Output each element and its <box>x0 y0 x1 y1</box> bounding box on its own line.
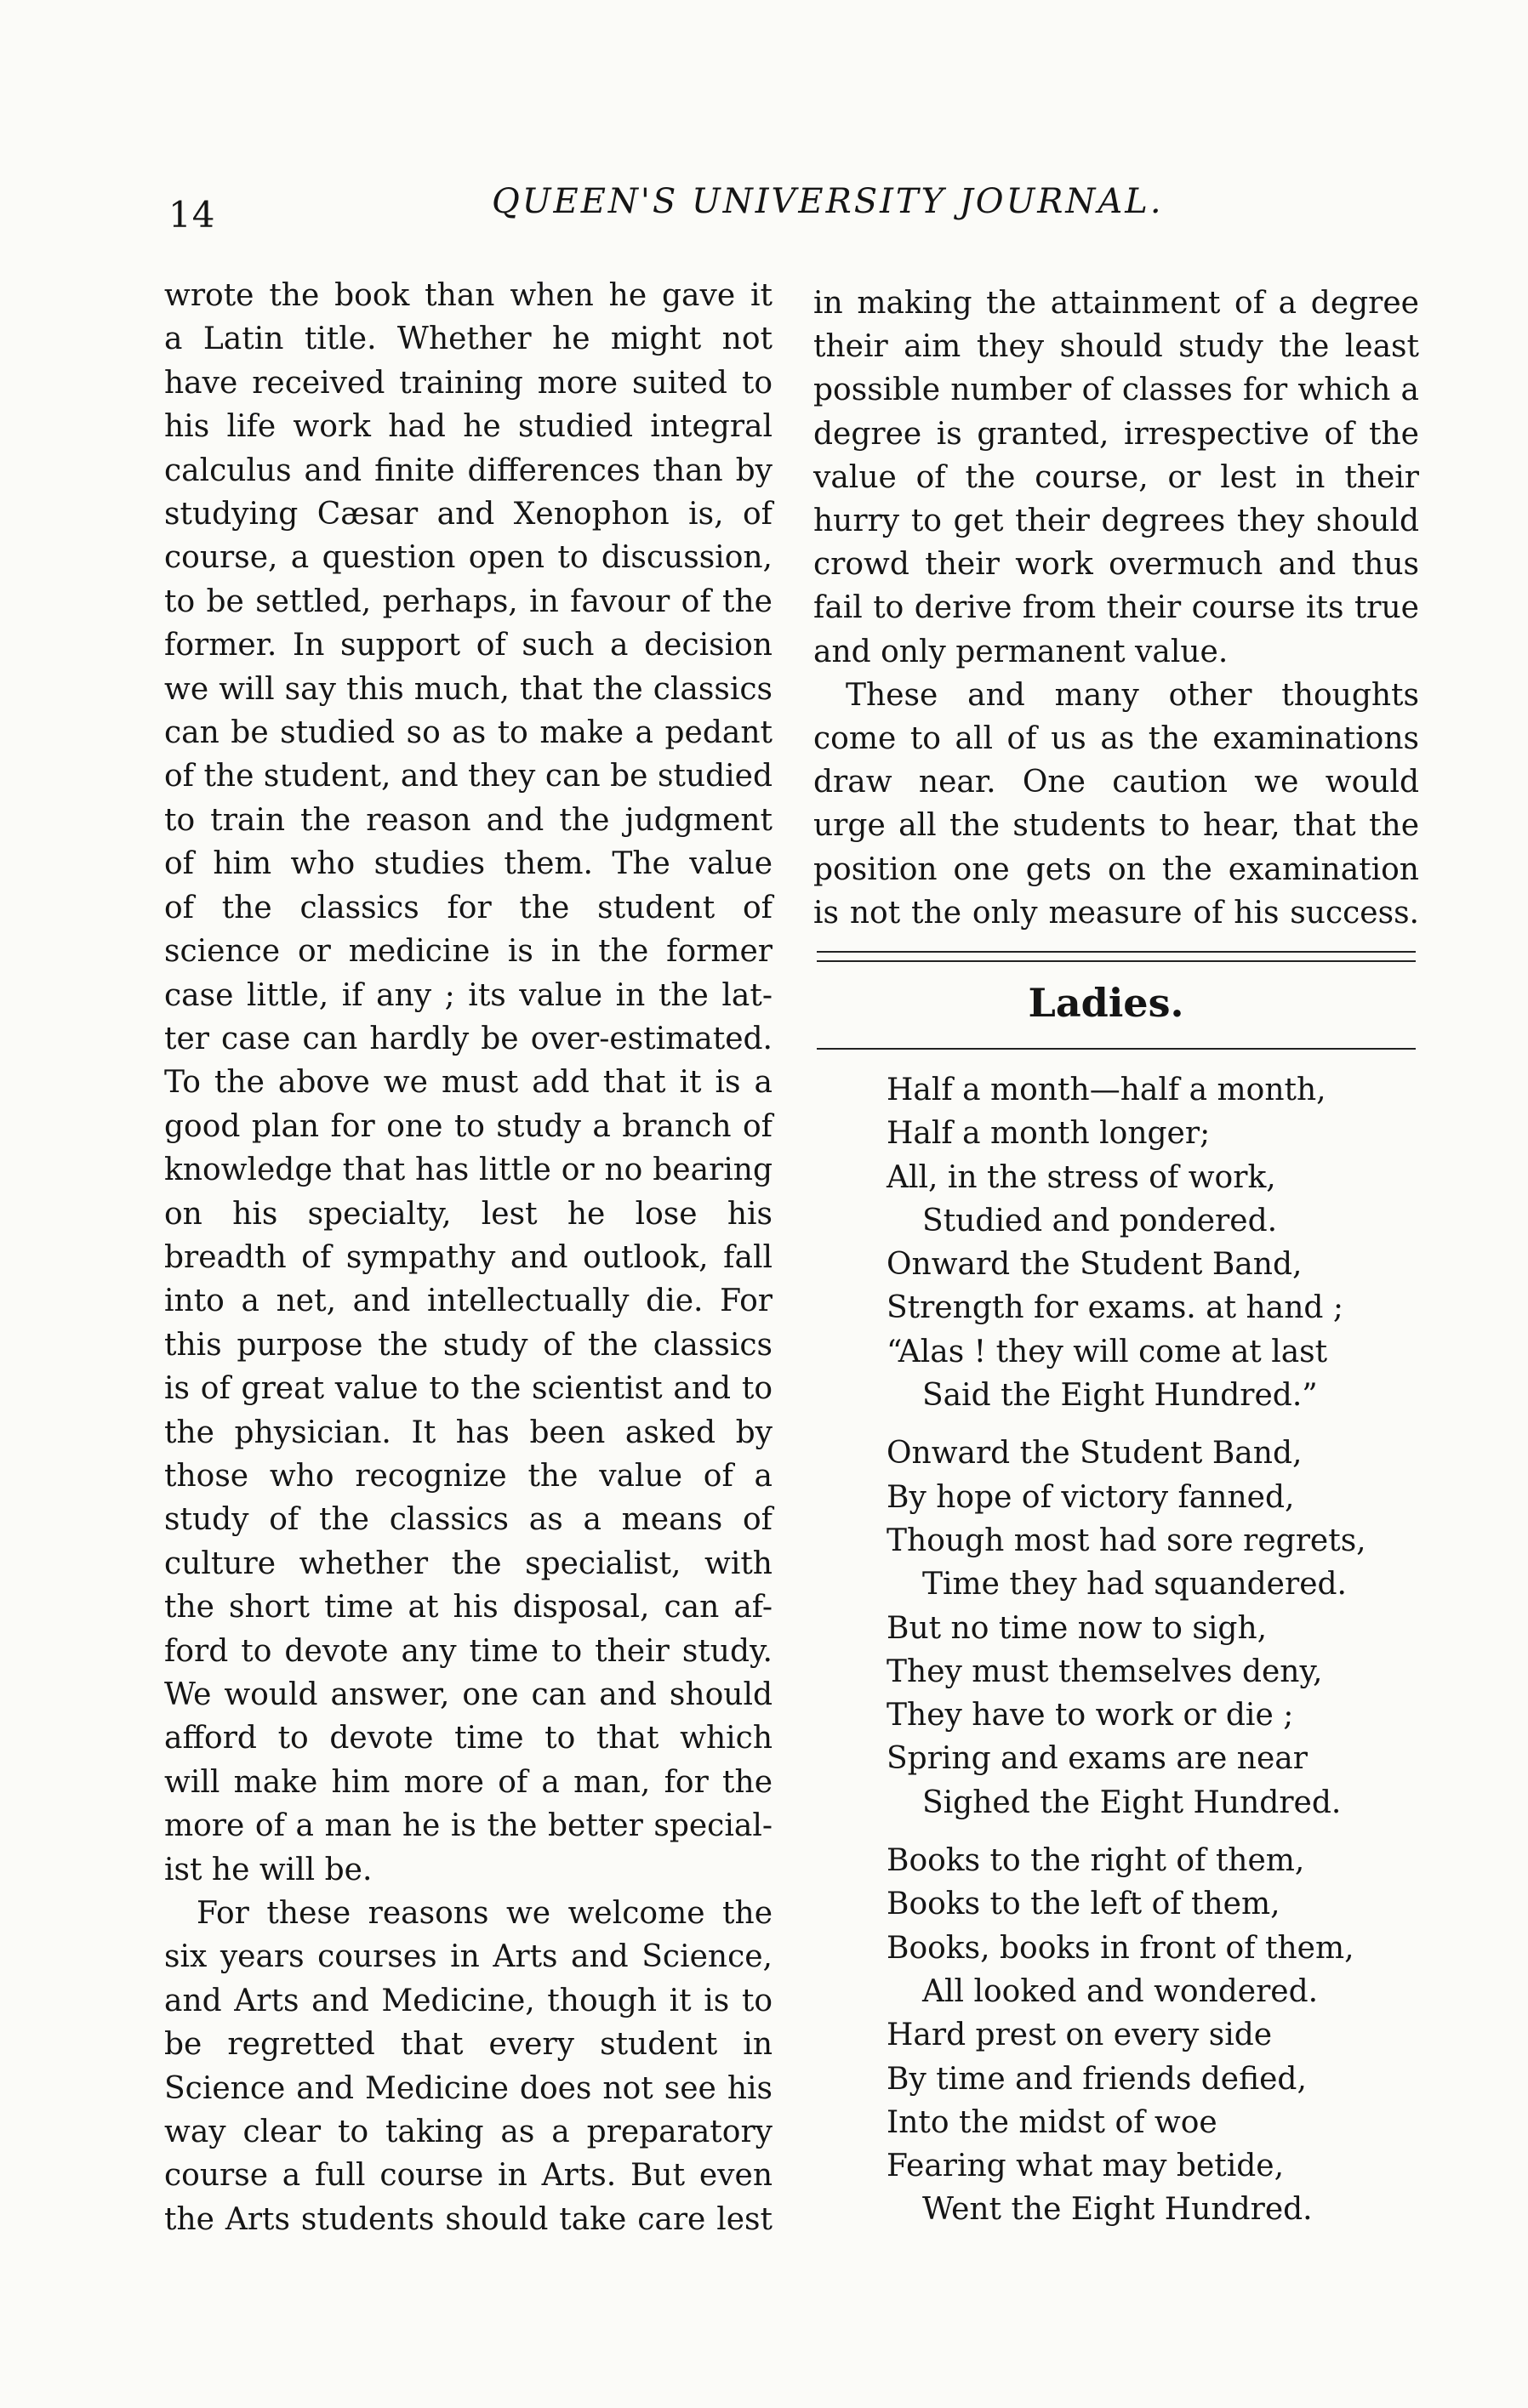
poem-line: Books, books in front of them, <box>887 1930 1354 1966</box>
poem-line: Into the midst of woe <box>887 2104 1217 2140</box>
poem-line: But no time now to sigh, <box>887 1610 1268 1646</box>
poem-line: Half a month—half a month, <box>887 1073 1326 1107</box>
text-line: the short time at his disposal, can af- <box>164 1590 773 1625</box>
poem-line: Books to the right of them, <box>887 1843 1305 1879</box>
poem-stanza <box>887 1068 1397 1417</box>
poem-line: Onward the Student Band, <box>887 1436 1303 1472</box>
text-line: breadth of sympathy and outlook, fall <box>164 1239 773 1275</box>
poem-line: All looked and wondered. <box>922 1973 1319 2009</box>
right-column <box>813 282 1419 935</box>
poem-line: Sighed the Eight Hundred. <box>922 1785 1342 1820</box>
text-line: six years courses in Arts and Science, <box>164 1939 773 1975</box>
text-line: wrote the book than when he gave it <box>164 278 773 313</box>
text-line: to be settled, perhaps, in favour of the <box>164 583 773 619</box>
text-line: case little, if any ; its value in the lat- <box>164 977 773 1013</box>
section-title: Ladies. <box>1028 980 1184 1026</box>
text-line: the Arts students should take care lest <box>164 2201 773 2237</box>
text-line: draw near. One caution we would <box>813 765 1419 800</box>
text-line: To the above we must add that it is a <box>164 1065 773 1101</box>
section-divider-double <box>817 951 1416 962</box>
text-line: former. In support of such a decision <box>164 628 773 663</box>
poem-line: Studied and pondered. <box>922 1203 1278 1238</box>
text-line: culture whether the specialist, with <box>164 1546 773 1581</box>
text-line: is not the only measure of his success. <box>813 895 1419 931</box>
text-line: the physician. It has been asked by <box>164 1415 773 1450</box>
poem-line: By hope of victory fanned, <box>887 1479 1295 1515</box>
text-line: is of great value to the scientist and to <box>164 1371 773 1407</box>
text-line: of the student, and they can be studied <box>164 759 773 794</box>
text-line: this purpose the study of the classics <box>164 1327 773 1363</box>
poem-line: Onward the Student Band, <box>887 1247 1303 1283</box>
text-line: We would answer, one can and should <box>164 1677 773 1712</box>
text-line: position one gets on the examination <box>813 851 1419 887</box>
text-line: we will say this much, that the classics <box>164 671 773 707</box>
text-line: more of a man he is the better special- <box>164 1808 773 1844</box>
text-line: come to all of us as the examinations <box>813 721 1419 757</box>
text-line: possible number of classes for which a <box>813 373 1419 408</box>
poem-line: By time and friends defied, <box>887 2061 1307 2097</box>
poem-line: They must themselves deny, <box>887 1654 1323 1689</box>
poem-line: They have to work or die ; <box>887 1698 1294 1733</box>
text-line: be regretted that every student in <box>164 2027 773 2063</box>
text-line: ford to devote any time to their study. <box>164 1633 773 1669</box>
text-line: have received training more suited to <box>164 365 773 401</box>
running-title: QUEEN'S UNIVERSITY JOURNAL. <box>492 182 1164 221</box>
poem-line: Half a month longer; <box>887 1116 1211 1152</box>
text-line: his life work had he studied integral <box>164 409 773 445</box>
text-line: those who recognize the value of a <box>164 1458 773 1494</box>
text-line: Science and Medicine does not see his <box>164 2070 773 2106</box>
text-line: into a net, and intellectually die. For <box>164 1284 773 1319</box>
poem-line: Hard prest on every side <box>887 2018 1273 2053</box>
text-line: degree is granted, irrespective of the <box>813 416 1419 452</box>
text-line: knowledge that has little or no bearing <box>164 1153 773 1188</box>
text-line: crowd their work overmuch and thus <box>813 547 1419 583</box>
text-line: of the classics for the student of <box>164 890 773 925</box>
text-line: course a full course in Arts. But even <box>164 2158 773 2194</box>
text-line: and only permanent value. <box>813 634 1229 669</box>
text-line: For these reasons we welcome the <box>197 1896 773 1932</box>
text-line: in making the attainment of a degree <box>813 286 1419 321</box>
poem-line: Spring and exams are near <box>887 1741 1308 1777</box>
text-line: their aim they should study the least <box>813 329 1419 365</box>
text-line: study of the classics as a means of <box>164 1502 773 1538</box>
poem <box>887 1068 1397 2246</box>
text-line: afford to devote time to that which <box>164 1721 773 1756</box>
text-line: a Latin title. Whether he might not <box>164 322 773 357</box>
text-line: and Arts and Medicine, though it is to <box>164 1983 773 2018</box>
poem-line: “Alas ! they will come at last <box>887 1334 1328 1369</box>
poem-line: Went the Eight Hundred. <box>922 2192 1313 2228</box>
text-line: course, a question open to discussion, <box>164 540 773 576</box>
text-line: value of the course, or lest in their <box>813 459 1419 495</box>
text-line: hurry to get their degrees they should <box>813 504 1419 539</box>
text-line: on his specialty, lest he lose his <box>164 1196 773 1232</box>
text-line: studying Cæsar and Xenophon is, of <box>164 497 773 532</box>
text-line: science or medicine is in the former <box>164 934 773 970</box>
text-line: urge all the students to hear, that the <box>813 808 1419 844</box>
poem-line: Time they had squandered. <box>922 1567 1347 1602</box>
text-line: These and many other thoughts <box>846 677 1419 713</box>
poem-line: Fearing what may betide, <box>887 2149 1285 2184</box>
text-line: of him who studies them. The value <box>164 846 773 882</box>
poem-line: Strength for exams. at hand ; <box>887 1290 1344 1326</box>
page-number: 14 <box>168 194 216 236</box>
section-divider <box>817 1048 1416 1050</box>
poem-line: Said the Eight Hundred.” <box>922 1378 1318 1414</box>
poem-line: All, in the stress of work, <box>887 1159 1276 1195</box>
text-line: fail to derive from their course its true <box>813 590 1419 626</box>
poem-stanza <box>887 1432 1397 1825</box>
poem-line: Though most had sore regrets, <box>887 1523 1366 1558</box>
text-line: way clear to taking as a preparatory <box>164 2115 773 2150</box>
text-line: to train the reason and the judgment <box>164 802 773 838</box>
poem-line: Books to the left of them, <box>887 1887 1280 1922</box>
text-line: will make him more of a man, for the <box>164 1764 773 1800</box>
text-line: can be studied so as to make a pedant <box>164 715 773 751</box>
text-line: calculus and finite differences than by <box>164 453 773 488</box>
text-line: ter case can hardly be over-estimated. <box>164 1021 773 1056</box>
left-column <box>164 274 773 2241</box>
text-line: good plan for one to study a branch of <box>164 1108 773 1144</box>
text-line: ist he will be. <box>164 1852 373 1887</box>
poem-stanza <box>887 1839 1397 2232</box>
